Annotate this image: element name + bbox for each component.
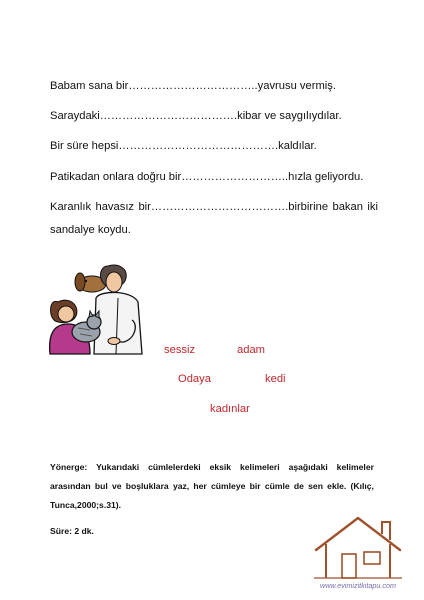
- instruction-word: aşağıdaki: [288, 462, 328, 472]
- instruction-word: ve: [111, 481, 122, 491]
- word-bank-item: adam: [237, 344, 265, 356]
- word-bank-item: kedi: [265, 373, 286, 385]
- instruction-word: sen: [308, 481, 323, 491]
- instruction-word: (Kılıç,: [350, 481, 374, 491]
- instruction-word: kelimeler: [336, 462, 374, 472]
- word-bank-item: sessiz: [164, 344, 196, 356]
- instruction-word: ekle.: [327, 481, 347, 491]
- instruction-word: yaz,: [172, 481, 190, 491]
- sentence-5-word: bakan: [332, 201, 363, 213]
- sentence-5-line-1: [50, 201, 378, 213]
- sentence-2: Saraydaki……………………………….kibar ve saygılıydılar.: [50, 110, 342, 122]
- veterinarian-clipart: [42, 262, 162, 358]
- instruction-word: Yukarıdaki: [96, 462, 140, 472]
- instruction-line: [50, 477, 374, 496]
- sentence-5-line-2: sandalye koydu.: [50, 224, 131, 236]
- instruction-word: cümle: [264, 481, 290, 491]
- instruction-word: de: [293, 481, 304, 491]
- word-bank-item: kadınlar: [210, 403, 250, 415]
- sentence-5-word: bir……………………………….birbirine: [138, 201, 329, 213]
- watermark-text: www.evimizitkitapu.com: [320, 581, 396, 590]
- instruction-word: cümlelerdeki: [148, 462, 201, 472]
- word-bank-item: Odaya: [178, 373, 211, 385]
- instruction-word: her: [193, 481, 207, 491]
- sentence-4: Patikadan onlara doğru bir………………………..hızla geliyordu.: [50, 171, 364, 183]
- instruction-word: eksik: [209, 462, 232, 472]
- sentence-5-word: havasız: [95, 201, 135, 213]
- instruction-word: bul: [94, 481, 108, 491]
- house-logo: [306, 512, 410, 592]
- instruction-word: boşluklara: [125, 481, 169, 491]
- instruction-word: bir: [249, 481, 261, 491]
- sentence-5-word: iki: [367, 201, 378, 213]
- duration-label: Süre: 2 dk.: [50, 526, 94, 536]
- sentence-5-word: Karanlık: [50, 201, 92, 213]
- sentence-1: Babam sana bir……………………………..yavrusu vermiş.: [50, 80, 336, 92]
- instruction-word: arasından: [50, 481, 91, 491]
- instruction-line: Tunca,2000;s.31).: [50, 500, 122, 510]
- instruction-word: cümleye: [211, 481, 246, 491]
- instruction-line: [50, 458, 374, 477]
- sentence-3: Bir süre hepsi…………………………………….kaldılar.: [50, 140, 317, 152]
- instruction-word: kelimeleri: [240, 462, 280, 472]
- instruction-text: [50, 458, 374, 515]
- instruction-word: Yönerge:: [50, 462, 88, 472]
